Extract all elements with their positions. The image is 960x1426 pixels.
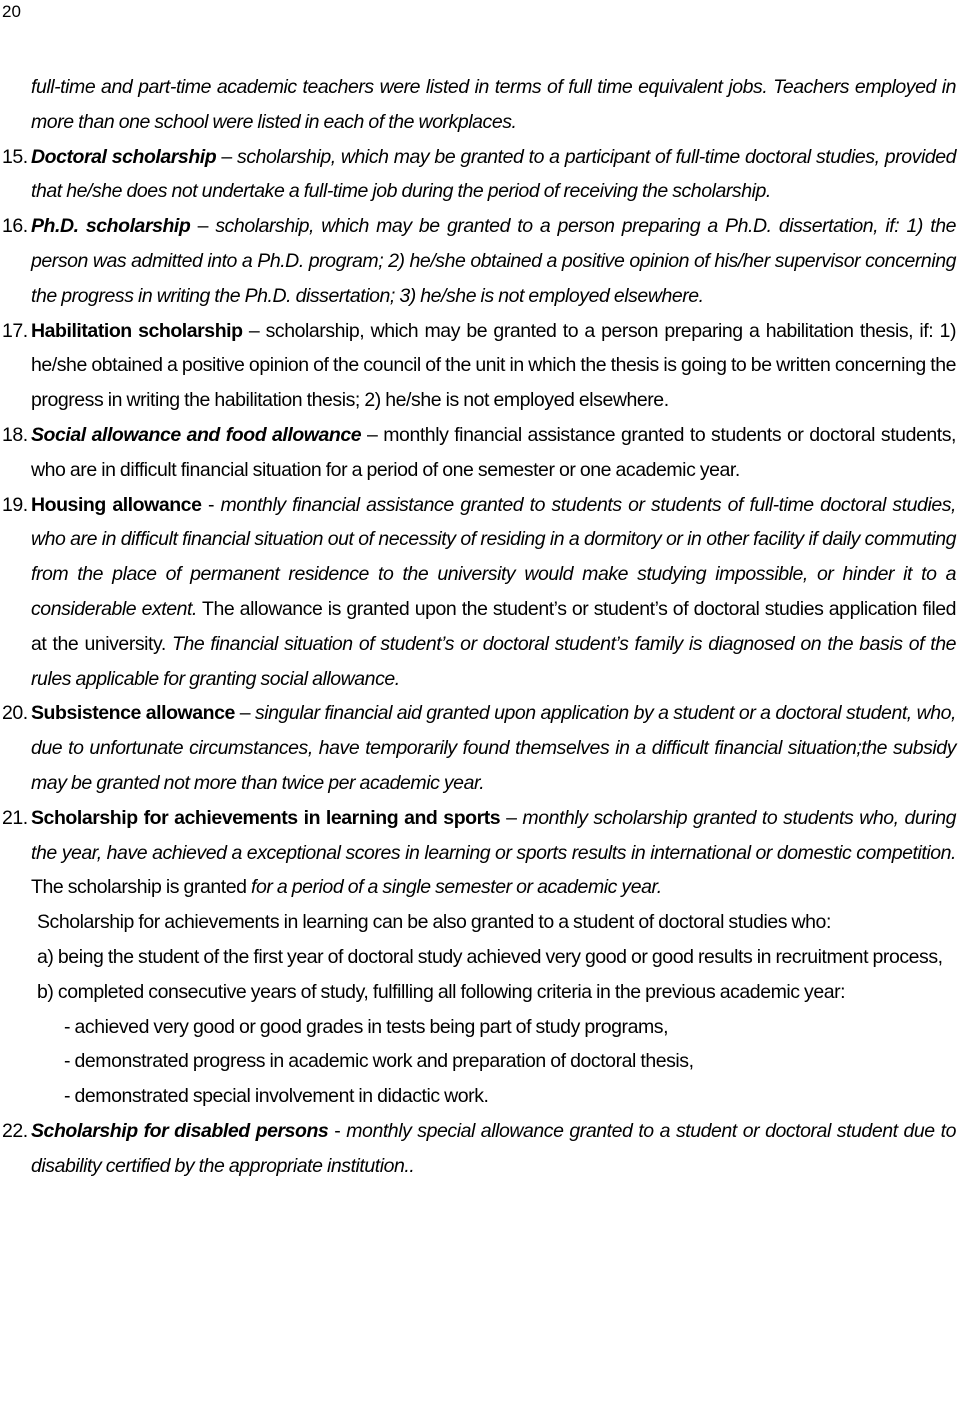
- item-term: Scholarship for achievements in learning and sports: [31, 806, 501, 829]
- item-term: Scholarship for disabled persons: [31, 1119, 329, 1142]
- item-separator: –: [242, 319, 266, 342]
- sub-intro: Scholarship for achievements in learning can be also granted to a student of doctoral studies who:: [37, 911, 831, 934]
- item-term: Doctoral scholarship: [31, 145, 217, 168]
- definition-item-21: [0, 801, 960, 905]
- item-separator: -: [201, 493, 221, 516]
- definition-item-18: [0, 418, 960, 488]
- item-definition: scholarship, which may be granted to a person preparing a Ph.D. dissertation, if: 1) the person was admitted into a Ph.D. program; 2) he/she obtained a positive opinion of his/her supervisor concerning the progress in writing the Ph.D. dissertation; 3) he/she is not employed elsewhere.: [31, 215, 956, 307]
- item-separator: –: [361, 423, 384, 446]
- definition-item-16: [0, 209, 960, 313]
- item-definition: monthly special allowance granted to a student or doctoral student due to disability certified by the appropriate institution..: [31, 1119, 957, 1177]
- item-number: 20.: [2, 702, 28, 725]
- item-definition: monthly financial assistance granted to students or students of full-time doctoral studies, who are in difficult financial situation out of necessity of residing in a dormitory or in other facility if daily commuting from the place of permanent residence to the university would make studying impossible, or hinder it to a considerable extent.: [31, 493, 956, 620]
- item-definition: monthly scholarship granted to students who, during the year, have achieved a exceptional scores in learning or sports results in international or domestic competition.: [31, 806, 956, 864]
- criteria-item: - achieved very good or good grades in tests being part of study programs,: [64, 1015, 669, 1038]
- intro-paragraph: full-time and part-time academic teachers were listed in terms of full time equivalent jobs. Teachers employed in more than one school were listed in each of the workplaces.: [31, 76, 956, 133]
- item-number: 18.: [2, 423, 28, 446]
- document-body: [0, 70, 960, 1184]
- criteria-item: - demonstrated special involvement in didactic work.: [64, 1085, 489, 1108]
- item-term: Housing allowance: [31, 493, 202, 516]
- item-definition: scholarship, which may be granted to a person preparing a habilitation thesis, if: 1) he/she obtained a positive opinion of the council of the unit in which the thesis is going to be written concerning the progress in writing the habilitation thesis; 2) he/she is not employed elsewhere.: [31, 319, 956, 412]
- item-separator: –: [216, 145, 238, 168]
- item-number: 19.: [2, 493, 28, 516]
- item-term: Social allowance and food allowance: [31, 423, 362, 446]
- item-number: 22.: [2, 1119, 28, 1142]
- item-term: Subsistence allowance: [31, 702, 235, 725]
- item-separator: -: [328, 1119, 347, 1142]
- item-number: 15.: [2, 145, 28, 168]
- item-definition-tail: for a period of a single semester or academic year.: [250, 876, 662, 899]
- item-separator: –: [190, 215, 216, 238]
- definition-item-19: [0, 488, 960, 697]
- sub-point-a: a) being the student of the first year of doctoral study achieved very good or good results in recruitment process,: [37, 945, 943, 968]
- item-number: 17.: [2, 319, 28, 342]
- definition-item-20: [0, 696, 960, 800]
- definition-item-22: [0, 1114, 960, 1184]
- item-number: 16.: [2, 215, 28, 238]
- definition-item-15: [0, 140, 960, 210]
- item-definition: monthly financial assistance granted to students or doctoral students, who are in difficult financial situation for a period of one semester or one academic year.: [31, 423, 956, 481]
- definition-item-17: [0, 314, 960, 418]
- item-number: 21.: [2, 806, 28, 829]
- item-definition-tail: The financial situation of student’s or doctoral student’s family is diagnosed on the basis of the rules applicable for granting social allowance.: [31, 632, 957, 690]
- item-term: Ph.D. scholarship: [31, 215, 191, 238]
- page-number: 20: [2, 2, 21, 21]
- item-definition-plain: The scholarship is granted: [31, 876, 251, 899]
- item-term: Habilitation scholarship: [31, 319, 243, 342]
- item-definition: scholarship, which may be granted to a participant of full-time doctoral studies, provided that he/she does not undertake a full-time job during the period of receiving the scholarship.: [31, 145, 957, 203]
- sub-point-b: b) completed consecutive years of study, fulfilling all following criteria in the previous academic year:: [37, 980, 846, 1003]
- item-definition: singular financial aid granted upon application by a student or a doctoral student, who, due to unfortunate circumstances, have temporarily found themselves in a difficult financial situation;the subsidy may be granted not more than twice per academic year.: [31, 702, 956, 794]
- item-separator: –: [500, 806, 523, 829]
- item-separator: –: [234, 702, 255, 725]
- item-definition-plain: The allowance is granted upon the student’s or student’s of doctoral studies application filed at the university.: [31, 597, 956, 655]
- criteria-item: - demonstrated progress in academic work and preparation of doctoral thesis,: [64, 1050, 694, 1073]
